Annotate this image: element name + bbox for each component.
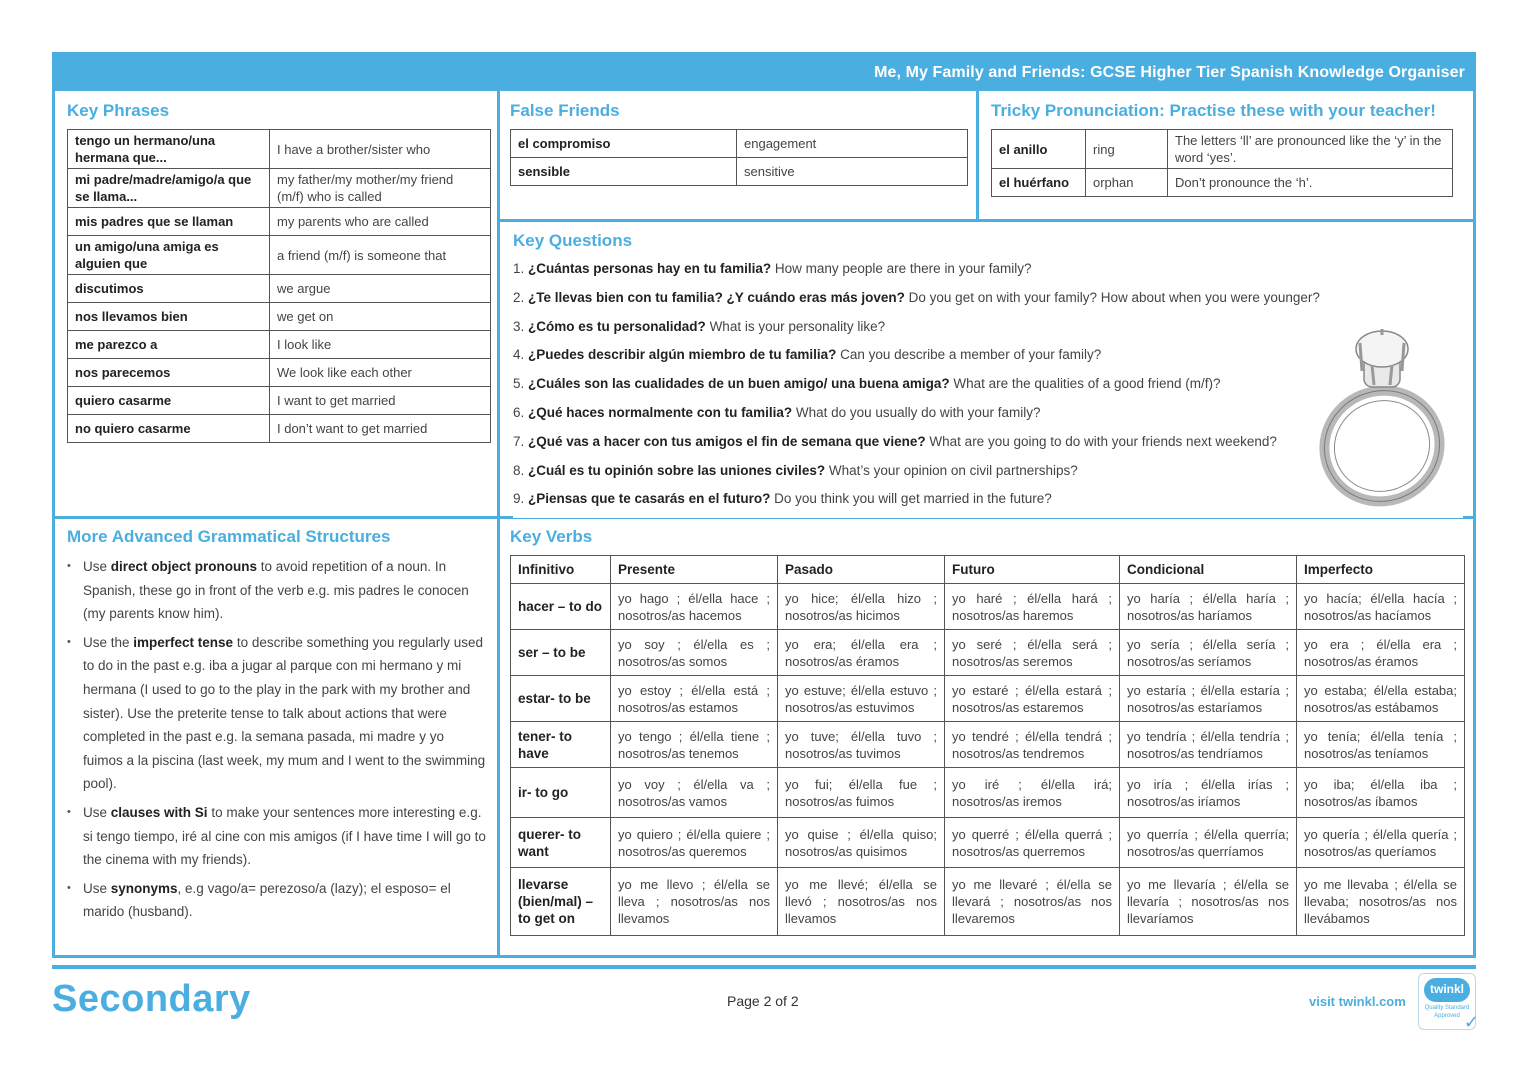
question-number: 8. (513, 462, 529, 478)
question-number: 5. (513, 376, 529, 392)
table-row (511, 676, 1465, 722)
verb-infinitive: estar- to be (511, 676, 611, 722)
table-row (68, 130, 491, 169)
table-row (511, 130, 968, 158)
verb-conjugation: yo iba; él/ella iba ; nosotros/as íbamos (1297, 768, 1465, 818)
spanish-phrase: mis padres que se llaman (68, 208, 270, 236)
grammar-keyword: clauses with Si (110, 804, 208, 820)
english-meaning: engagement (737, 130, 968, 158)
english-translation: I look like (270, 331, 491, 359)
spanish-question: ¿Cuántas personas hay en tu familia? (528, 261, 772, 276)
table-row (68, 169, 491, 208)
twinkl-logo: twinkl (1424, 978, 1470, 1002)
divider (976, 91, 979, 221)
english-translation: I want to get married (270, 387, 491, 415)
english-question: What do you usually do with your family? (795, 404, 1041, 420)
verb-infinitive: querer- to want (511, 818, 611, 868)
spanish-question: ¿Cuál es tu opinión sobre las uniones civiles? (528, 462, 826, 478)
footer-divider (52, 965, 1476, 969)
table-row (992, 169, 1453, 197)
spanish-question: ¿Cuáles son las cualidades de un buen amigo/ una buena amiga? (528, 376, 950, 392)
question-item (513, 259, 1463, 288)
table-row (68, 303, 491, 331)
verb-conjugation: yo me llevé; él/ella se llevó ; nosotros/as nos llevamos (778, 868, 945, 936)
verb-conjugation: yo me llevaría ; él/ella se llevaría ; nosotros/as nos llevaríamos (1120, 868, 1297, 936)
verb-conjugation: yo me llevo ; él/ella se lleva ; nosotros/as nos llevamos (611, 868, 778, 936)
grammar-keyword: synonyms (110, 880, 178, 896)
grammar-text-pre: Use (83, 880, 111, 896)
english-translation: my father/my mother/my friend (m/f) who is called (270, 169, 491, 208)
verb-conjugation: yo iré ; él/ella irá; nosotros/as iremos (945, 768, 1120, 818)
section-title: Key Questions (513, 231, 633, 250)
table-row (511, 630, 1465, 676)
english-translation: I have a brother/sister who (270, 130, 491, 169)
pronunciation-note: The letters ‘ll’ are pronounced like the ‘y’ in the word ‘yes’. (1168, 130, 1453, 169)
badge-text: Quality Standard Approved (1424, 1005, 1470, 1019)
grammar-text-pre: Use (83, 804, 111, 820)
verb-conjugation: yo estaré ; él/ella estará ; nosotros/as estaremos (945, 676, 1120, 722)
grammar-text-post: to make your sentences more interesting e.g. si tengo tiempo, iré al cine con mis amigos (if I have time I will go to the cinema with my friends). (83, 804, 486, 868)
question-number: 4. (513, 347, 529, 363)
question-item (513, 288, 1463, 317)
grammar-text-pre: Use (83, 559, 111, 574)
spanish-question: ¿Cómo es tu personalidad? (528, 318, 706, 334)
table-row (511, 584, 1465, 630)
english-translation: a friend (m/f) is someone that (270, 236, 491, 275)
table-row (992, 130, 1453, 169)
spanish-phrase: nos parecemos (68, 359, 270, 387)
table-row (68, 331, 491, 359)
question-number: 6. (513, 404, 529, 420)
key-phrases-panel (67, 101, 491, 443)
section-title: More Advanced Grammatical Structures (67, 527, 391, 546)
secondary-logo: Secondary (52, 978, 251, 1020)
spanish-phrase: nos llevamos bien (68, 303, 270, 331)
english-translation: my parents who are called (270, 208, 491, 236)
pronunciation-table (991, 129, 1453, 197)
section-title: Key Phrases (67, 101, 170, 120)
grammar-text-post: , e.g vago/a= perezoso/a (lazy); el esposo= el marido (husband). (83, 880, 451, 920)
spanish-question: ¿Piensas que te casarás en el futuro? (528, 491, 771, 507)
section-title: Key Verbs (510, 527, 593, 546)
verb-conjugation: yo tendré ; él/ella tendrá ; nosotros/as tendremos (945, 722, 1120, 768)
table-row (511, 818, 1465, 868)
verb-conjugation: yo voy ; él/ella va ; nosotros/as vamos (611, 768, 778, 818)
table-row (511, 158, 968, 186)
verb-infinitive: llevarse (bien/mal) – to get on (511, 868, 611, 936)
question-number: 1. (513, 261, 529, 276)
spanish-phrase: me parezco a (68, 331, 270, 359)
tricky-pronunciation-panel (991, 101, 1453, 197)
verb-conjugation: yo tenía; él/ella tenía ; nosotros/as teníamos (1297, 722, 1465, 768)
spanish-phrase: un amigo/una amiga es alguien que (68, 236, 270, 275)
verb-conjugation: yo quería ; él/ella quería ; nosotros/as queríamos (1297, 818, 1465, 868)
column-header: Infinitivo (511, 556, 611, 584)
table-row (68, 359, 491, 387)
grammar-text-pre: Use the (83, 634, 134, 650)
column-header: Futuro (945, 556, 1120, 584)
key-verbs-table (510, 555, 1465, 936)
question-number: 9. (513, 491, 529, 507)
english-translation: we get on (270, 303, 491, 331)
grammar-item (67, 801, 487, 872)
english-meaning: orphan (1086, 169, 1168, 197)
section-title: Tricky Pronunciation: Practise these with your teacher! (991, 101, 1436, 120)
key-phrases-table (67, 129, 491, 443)
grammar-panel (67, 527, 487, 929)
english-meaning: sensitive (737, 158, 968, 186)
grammar-list (67, 555, 487, 924)
spanish-phrase: no quiero casarme (68, 415, 270, 443)
page-number: Page 2 of 2 (727, 993, 799, 1009)
table-row (68, 208, 491, 236)
verb-conjugation: yo sería ; él/ella sería ; nosotros/as seríamos (1120, 630, 1297, 676)
verb-conjugation: yo soy ; él/ella es ; nosotros/as somos (611, 630, 778, 676)
table-row (511, 722, 1465, 768)
english-question: How many people are there in your family? (774, 261, 1032, 276)
verb-conjugation: yo quise ; él/ella quiso; nosotros/as quisimos (778, 818, 945, 868)
verb-conjugation: yo querría ; él/ella querría; nosotros/as querríamos (1120, 818, 1297, 868)
question-number: 2. (513, 289, 529, 305)
verb-conjugation: yo me llevaba ; él/ella se llevaba; nosotros/as nos llevábamos (1297, 868, 1465, 936)
verb-conjugation: yo tendría ; él/ella tendría ; nosotros/as tendríamos (1120, 722, 1297, 768)
verb-infinitive: hacer – to do (511, 584, 611, 630)
ring-illustration (1310, 321, 1460, 511)
column-header: Imperfecto (1297, 556, 1465, 584)
verb-conjugation: yo iría ; él/ella irías ; nosotros/as iríamos (1120, 768, 1297, 818)
quality-badge (1418, 973, 1479, 1032)
spanish-question: ¿Te llevas bien con tu familia? ¿Y cuándo eras más joven? (528, 289, 905, 305)
table-row (511, 868, 1465, 936)
verb-conjugation: yo estuve; él/ella estuvo ; nosotros/as estuvimos (778, 676, 945, 722)
table-row (68, 275, 491, 303)
verb-infinitive: ir- to go (511, 768, 611, 818)
verb-infinitive: tener- to have (511, 722, 611, 768)
knowledge-organiser-page (52, 52, 1476, 958)
grammar-keyword: imperfect tense (133, 634, 234, 650)
spanish-phrase: quiero casarme (68, 387, 270, 415)
table-row (511, 768, 1465, 818)
english-translation: we argue (270, 275, 491, 303)
spanish-word: el huérfano (992, 169, 1086, 197)
verb-conjugation: yo haré ; él/ella hará ; nosotros/as haremos (945, 584, 1120, 630)
grammar-item (67, 877, 487, 924)
verb-conjugation: yo hice; él/ella hizo ; nosotros/as hicimos (778, 584, 945, 630)
divider (497, 219, 1476, 222)
english-question: What is your personality like? (709, 318, 886, 334)
false-friends-panel (510, 101, 968, 186)
spanish-phrase: discutimos (68, 275, 270, 303)
false-friends-table (510, 129, 968, 186)
verb-conjugation: yo hacía; él/ella hacía ; nosotros/as hacíamos (1297, 584, 1465, 630)
verb-conjugation: yo estoy ; él/ella está ; nosotros/as estamos (611, 676, 778, 722)
verb-conjugation: yo hago ; él/ella hace ; nosotros/as hacemos (611, 584, 778, 630)
verb-conjugation: yo estaba; él/ella estaba; nosotros/as estábamos (1297, 676, 1465, 722)
column-header: Presente (611, 556, 778, 584)
spanish-question: ¿Qué vas a hacer con tus amigos el fin de semana que viene? (528, 433, 926, 449)
grammar-keyword: direct object pronouns (110, 559, 258, 574)
spanish-word: sensible (511, 158, 737, 186)
spanish-word: el anillo (992, 130, 1086, 169)
english-question: What’s your opinion on civil partnerships? (828, 462, 1078, 478)
table-row (68, 415, 491, 443)
english-translation: We look like each other (270, 359, 491, 387)
spanish-question: ¿Puedes describir algún miembro de tu familia? (528, 347, 837, 363)
verb-conjugation: yo querré ; él/ella querrá ; nosotros/as querremos (945, 818, 1120, 868)
grammar-text-post: to avoid repetition of a noun. In Spanish, these go in front of the verb e.g. mis padres le conocen (my parents know him). (83, 559, 469, 622)
english-question: Can you describe a member of your family? (840, 347, 1102, 363)
verb-conjugation: yo me llevaré ; él/ella se llevará ; nosotros/as nos llevaremos (945, 868, 1120, 936)
spanish-phrase: mi padre/madre/amigo/a que se llama... (68, 169, 270, 208)
table-row (68, 236, 491, 275)
key-verbs-panel (510, 527, 1465, 936)
verb-conjugation: yo estaría ; él/ella estaría ; nosotros/as estaríamos (1120, 676, 1297, 722)
grammar-item (67, 631, 487, 796)
english-translation: I don’t want to get married (270, 415, 491, 443)
english-question: Do you think you will get married in the future? (774, 491, 1052, 507)
english-meaning: ring (1086, 130, 1168, 169)
spanish-question: ¿Qué haces normalmente con tu familia? (528, 404, 793, 420)
check-icon: ✓ (1463, 1012, 1479, 1032)
english-question: What are the qualities of a good friend (m/f)? (953, 376, 1221, 392)
section-title: False Friends (510, 101, 620, 120)
table-row (68, 387, 491, 415)
verb-conjugation: yo haría ; él/ella haría ; nosotros/as haríamos (1120, 584, 1297, 630)
verb-conjugation: yo fui; él/ella fue ; nosotros/as fuimos (778, 768, 945, 818)
question-number: 3. (513, 318, 529, 334)
pronunciation-note: Don’t pronounce the ‘h’. (1168, 169, 1453, 197)
english-question: What are you going to do with your friends next weekend? (929, 433, 1277, 449)
verb-conjugation: yo tengo ; él/ella tiene ; nosotros/as tenemos (611, 722, 778, 768)
column-header: Pasado (778, 556, 945, 584)
verb-conjugation: yo era; él/ella era ; nosotros/as éramos (778, 630, 945, 676)
column-header: Condicional (1120, 556, 1297, 584)
verb-infinitive: ser – to be (511, 630, 611, 676)
visit-link[interactable]: visit twinkl.com (1309, 994, 1406, 1009)
page-title: Me, My Family and Friends: GCSE Higher Tier Spanish Knowledge Organiser (55, 55, 1473, 91)
grammar-item (67, 555, 487, 626)
spanish-word: el compromiso (511, 130, 737, 158)
verb-conjugation: yo tuve; él/ella tuvo ; nosotros/as tuvimos (778, 722, 945, 768)
english-question: Do you get on with your family? How about when you were younger? (908, 289, 1320, 305)
question-number: 7. (513, 433, 529, 449)
verb-conjugation: yo seré ; él/ella será ; nosotros/as seremos (945, 630, 1120, 676)
spanish-phrase: tengo un hermano/una hermana que... (68, 130, 270, 169)
verb-conjugation: yo era ; él/ella era ; nosotros/as éramos (1297, 630, 1465, 676)
grammar-text-post: to describe something you regularly used to do in the past e.g. iba a jugar al parque con mi hermano y mi hermana (I used to go to the play in the park with my brother and sister). Use the preterite tense to talk about actions that were completed in the past e.g. la semana pasada, mi madre y yo fuimos a la piscina (last week, my mum and I went to the swimming pool). (83, 634, 486, 792)
verb-conjugation: yo quiero ; él/ella quiere ; nosotros/as queremos (611, 818, 778, 868)
